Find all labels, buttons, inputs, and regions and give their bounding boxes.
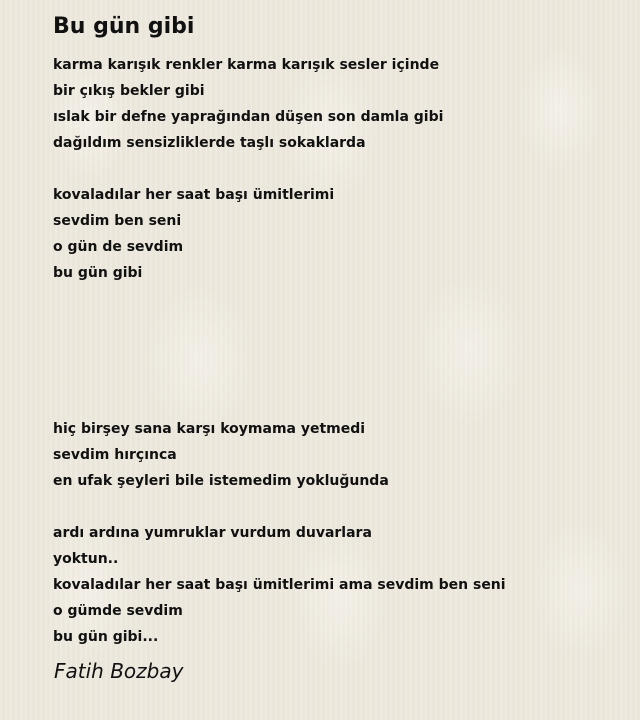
stanza-4 xyxy=(53,520,613,650)
poem-line: kovaladılar her saat başı ümitlerimi ama sevdim ben seni xyxy=(53,577,506,593)
stanza-spacer xyxy=(53,494,613,520)
stanza-1 xyxy=(53,52,613,156)
poem-line: bu gün gibi xyxy=(53,265,143,281)
poem-line: dağıldım sensizliklerde taşlı sokaklarda xyxy=(53,135,366,151)
poem-line: en ufak şeyleri bile istemedim yokluğunda xyxy=(53,473,389,489)
poem-line: ardı ardına yumruklar vurdum duvarlara xyxy=(53,525,372,541)
stanza-spacer-large xyxy=(53,286,613,416)
poem-line: sevdim hırçınca xyxy=(53,447,177,463)
poem-line: bu gün gibi... xyxy=(53,629,159,645)
poem-title: Bu gün gibi xyxy=(53,14,195,39)
poem-line: yoktun.. xyxy=(53,551,119,567)
poem-line: ıslak bir defne yaprağından düşen son damla gibi xyxy=(53,109,444,125)
poem-line: o gümde sevdim xyxy=(53,603,183,619)
stanza-spacer xyxy=(53,156,613,182)
poem-line: hiç birşey sana karşı koymama yetmedi xyxy=(53,421,366,437)
poem-line: bir çıkış bekler gibi xyxy=(53,83,205,99)
poem-line: o gün de sevdim xyxy=(53,239,184,255)
poem-line: kovaladılar her saat başı ümitlerimi xyxy=(53,187,335,203)
poem-body xyxy=(53,52,613,650)
stanza-2 xyxy=(53,182,613,286)
poem-author: Fatih Bozbay xyxy=(54,659,184,683)
poem-line: karma karışık renkler karma karışık sesler içinde xyxy=(53,57,440,73)
poem-line: sevdim ben seni xyxy=(53,213,182,229)
stanza-3 xyxy=(53,416,613,494)
